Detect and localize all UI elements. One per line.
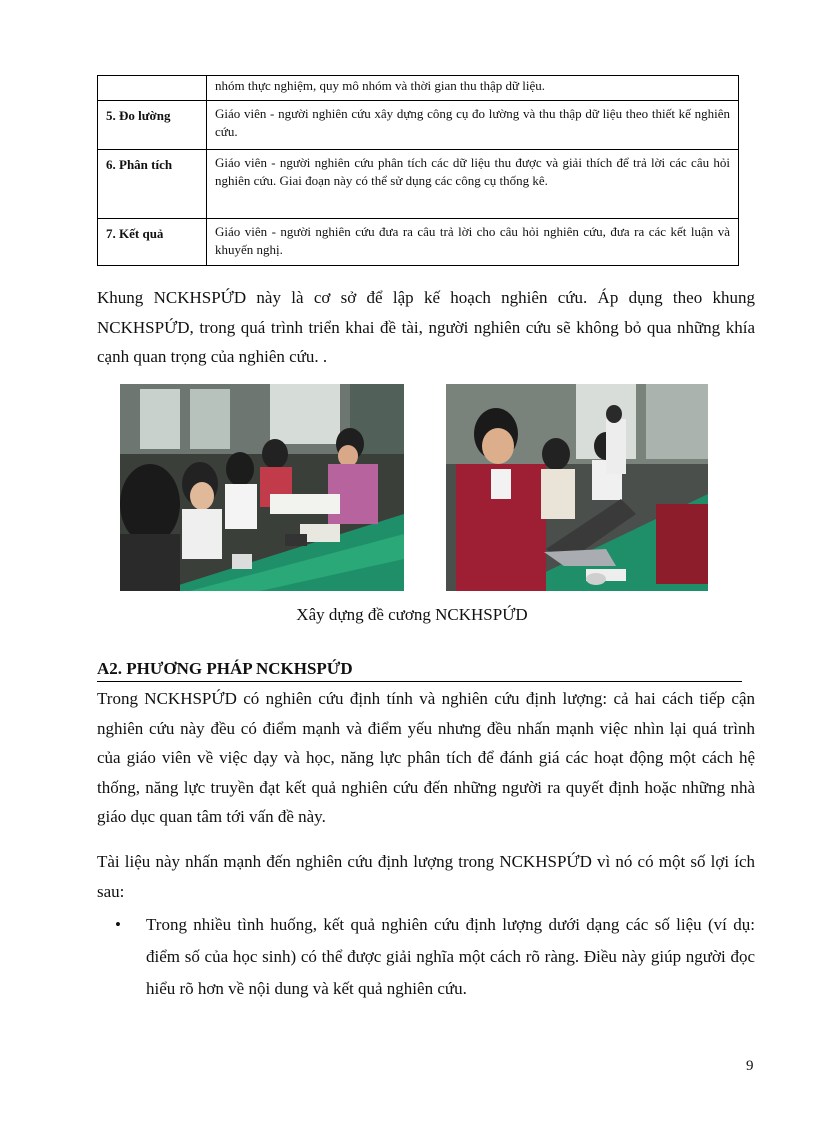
- step-description: nhóm thực nghiệm, quy mô nhóm và thời gian thu thập dữ liệu.: [207, 76, 739, 101]
- research-steps-table: [97, 75, 739, 266]
- step-description: Giáo viên - người nghiên cứu đưa ra câu trả lời cho câu hỏi nghiên cứu, đưa ra các kết luận và khuyến nghị.: [207, 219, 739, 266]
- step-name: [98, 76, 207, 101]
- bullet-item: [97, 909, 755, 1005]
- page-number: 9: [746, 1058, 754, 1074]
- step-name: 7. Kết quả: [98, 219, 207, 266]
- paragraph-quantitative: Tài liệu này nhấn mạnh đến nghiên cứu định lượng trong NCKHSPỨD vì nó có một số lợi ích sau:: [97, 852, 755, 901]
- step-name: 5. Đo lường: [98, 101, 207, 150]
- paragraph-framework: Khung NCKHSPỨD này là cơ sở để lập kế hoạch nghiên cứu. Áp dụng theo khung NCKHSPỨD, trong quá trình triển khai đề tài, người nghiên cứu sẽ không bỏ qua những khía cạnh quan trọng của nghiên cứu. .: [97, 288, 755, 366]
- step-name: 6. Phân tích: [98, 150, 207, 219]
- step-description: Giáo viên - người nghiên cứu xây dựng công cụ đo lường và thu thập dữ liệu theo thiết kế nghiên cứu.: [207, 101, 739, 150]
- workshop-photo-left: [120, 384, 404, 591]
- section-heading: A2. PHƯƠNG PHÁP NCKHSPỨD: [97, 659, 742, 682]
- bullet-marker: •: [115, 915, 121, 934]
- table-row: [98, 76, 739, 101]
- bullet-text: Trong nhiều tình huống, kết quả nghiên cứu định lượng dưới dạng các số liệu (ví dụ: điểm số của học sinh) có thể được giải nghĩa một cách rõ ràng. Điều này giúp người đọc hiểu rõ hơn về nội dung và kết quả nghiên cứu.: [146, 915, 755, 998]
- table-row: [98, 219, 739, 266]
- step-description: Giáo viên - người nghiên cứu phân tích các dữ liệu thu được và giải thích để trả lời các câu hỏi nghiên cứu. Giai đoạn này có thể sử dụng các công cụ thống kê.: [207, 150, 739, 219]
- photo-caption: Xây dựng đề cương NCKHSPỨD: [296, 605, 528, 624]
- table-row: [98, 150, 739, 219]
- paragraph-methods: Trong NCKHSPỨD có nghiên cứu định tính và nghiên cứu định lượng: cả hai cách tiếp cận nghiên cứu này đều có điểm mạnh và điểm yếu nhưng đều nhấn mạnh việc nhìn lại quá trình của giáo viên về việc dạy và học, năng lực phân tích để đánh giá các hoạt động một cách hệ thống, năng lực truyền đạt kết quả nghiên cứu đến những người ra quyết định hoặc những nhà giáo dục quan tâm tới vấn đề này.: [97, 689, 755, 826]
- table-row: [98, 101, 739, 150]
- workshop-photo-right: [446, 384, 708, 591]
